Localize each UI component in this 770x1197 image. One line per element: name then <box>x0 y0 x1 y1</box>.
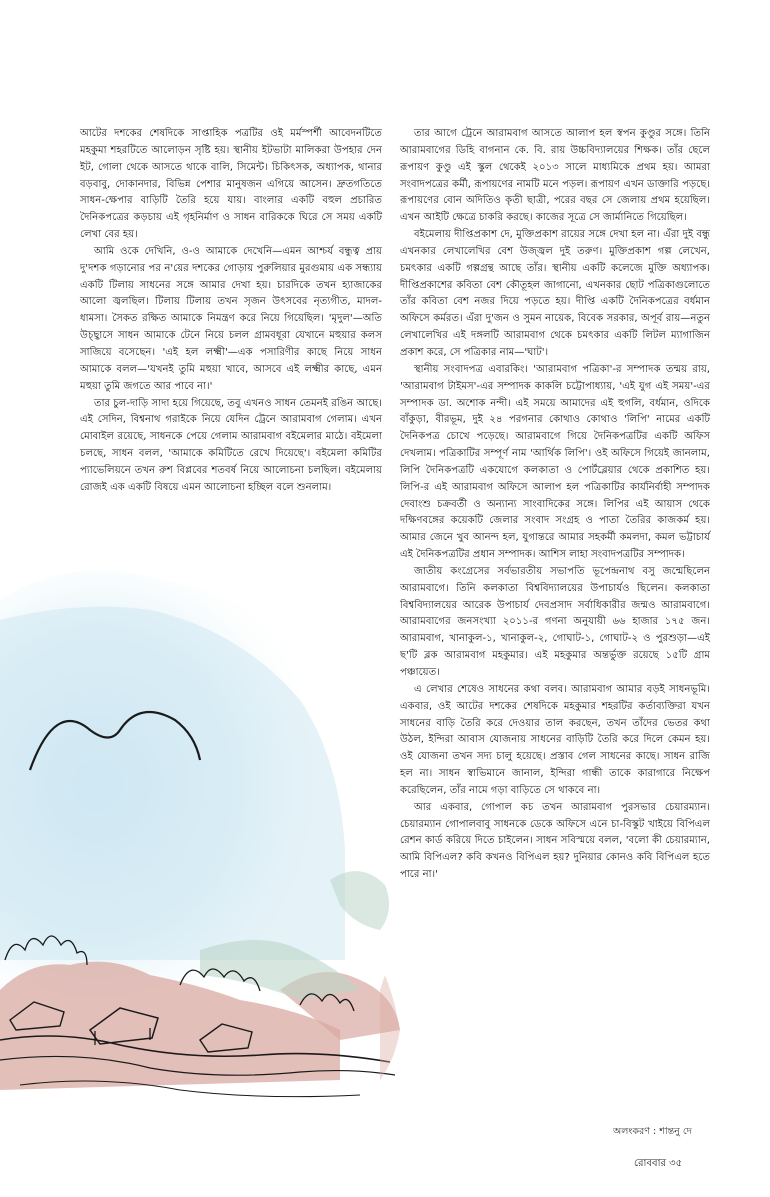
left-text-column <box>80 126 382 497</box>
left-paragraph-1: আটের দশকের শেষদিকে সাপ্তাহিক পত্রটির ওই মর্মস্পর্শী আবেদনটিতে মহকুমা শহরটিতে আলোড়ন সৃষ্টি হয়। স্থানীয় ইটভাটা মালিকরা উপহার দেন ইট, গোলা থেকে আসতে থাকে বালি, সিমেন্ট। চিকিৎসক, অধ্যাপক, থানার বড়বাবু, দোকানদার, বিভিন্ন পেশার মানুষজন এগিয়ে আসেন। দ্রুতগতিতে সাধন-ক্ষেপার বাড়িটি তৈরি হয়ে যায়। বাংলার একটি বহুল প্রচারিত দৈনিকপত্রের কড়চায় এই গৃহনির্মাণ ও সাধন বারিককে ঘিরে সে সময় একটি লেখা বের হয়। <box>80 128 382 241</box>
right-paragraph-2: বইমেলায় দীপ্তিপ্রকাশ দে, মুক্তিপ্রকাশ রায়ের সঙ্গে দেখা হল না। এঁরা দুই বন্ধু এখনকার লেখালেখির বেশ উজ্জ্বল দুই তরুণ। মুক্তিপ্রকাশ গল্প লেখেন, চমৎকার একটি গল্পগ্রন্থ আছে তাঁর। স্থানীয় একটি কলেজে মুক্তি অধ্যাপক। দীপ্তিপ্রকাশের কবিতা বেশ কৌতূহল জাগানো, এখনকার ছোট পত্রিকাগুলোতে তাঁর কবিতা বেশ নজর দিয়ে পড়তে হয়। দীপ্তি একটি দৈনিকপত্রের বর্ধমান অফিসে কর্মরত। এঁরা দু'জন ও সুমন নায়েক, বিবেক সরকার, অপূর্ব রায়—নতুন লেখালেখির এই দঙ্গলটি আরামবাগ থেকে চমৎকার একটি লিটল ম্যাগাজিন প্রকাশ করে, সে পত্রিকার নাম—'ঘাট'। <box>400 229 710 358</box>
right-text-column <box>400 126 710 884</box>
right-paragraph-4: জাতীয় কংগ্রেসের সর্বভারতীয় সভাপতি ভূপেন্দ্রনাথ বসু জন্মেছিলেন আরামবাগে। তিনি কলকাতা বিশ্ববিদ্যালয়ের উপাচার্যও ছিলেন। কলকাতা বিশ্ববিদ্যালয়ের আরেক উপাচার্য দেবপ্রসাদ সর্বাধিকারীর জন্মও আরামবাগে। আরামবাগের জনসংখ্যা ২০১১-র গণনা অনুযায়ী ৬৬ হাজার ১৭৫ জন। আরামবাগ, খানাকুল-১, খানাকুল-২, গোঘাট-১, গোঘাট-২ ও পুরশুড়া—এই ছ'টি ব্লক আরামবাগ মহকুমার। এই মহকুমার অন্তর্ভুক্ত রয়েছে ১৫টি গ্রাম পঞ্চায়েত। <box>400 565 710 678</box>
illustration-credit: অলংকরণ : শান্তনু দে <box>613 1126 692 1137</box>
right-paragraph-1: তার আগে ট্রেনে আরামবাগ আসতে আলাপ হল স্বপন কুণ্ডুর সঙ্গে। তিনি আরামবাগের ডিহি বাগনান কে. বি. রায় উচ্চবিদ্যালয়ের শিক্ষক। তাঁর ছেলে রূপায়ণ কুণ্ডু এই স্কুল থেকেই ২০১৩ সালে মাধ্যমিকে প্রথম হয়। আমরা সংবাদপত্রের কর্মী, রূপায়ণের নামটি মনে পড়ল। রূপায়ণ এখন ডাক্তারি পড়ছে। রূপায়ণের বোন অদিতিও কৃতী ছাত্রী, পরের বছর সে জেলায় প্রথম হয়েছিল। এখন আইটি ক্ষেত্রে চাকরি করছে। কাজের সূত্রে সে জার্মানিতে গিয়েছিল। <box>400 128 710 224</box>
left-paragraph-2: আমি ওকে দেখিনি, ও-ও আমাকে দেখেনি—এমন আশ্চর্য বন্ধুত্ব প্রায় দু'দশক গড়ানোর পর ন'য়ের দশকের গোড়ায় পুরুলিয়ার মুরগুমায় এক সন্ধ্যায় একটি টিলায় সাধনের সঙ্গে আমার দেখা হয়। চারদিকে তখন হ্যাজাকের আলো জ্বলছিল। টিলায় টিলায় তখন সৃজন উৎসবের নৃত্যগীত, মাদল-ধামসা। সৈকত রক্ষিত আমাকে নিমন্ত্রণ করে নিয়ে গিয়েছিল। 'মৃদুল'—অতি উচ্ছ্বাসে সাধন আমাকে টেনে নিয়ে চলল গ্রামবধূরা যেখানে মহুয়ার কলস সাজিয়ে বসেছেন। 'এই হল লক্ষ্মী'—এক পসারিণীর কাছে নিয়ে সাধন আমাকে বলল—'যখনই তুমি মহুয়া খাবে, আসবে এই লক্ষ্মীর কাছে, এমন মহুয়া তুমি জগতে আর পাবে না।' <box>80 245 382 392</box>
right-paragraph-5: এ লেখার শেষেও সাধনের কথা বলব। আরামবাগ আমার বড়ই সাধনভূমি। একবার, ওই আটের দশকের শেষদিকে মহকুমার শহরটির কর্তাব্যক্তিরা যখন সাধনের বাড়ি তৈরি করে দেওয়ার তাল করছেন, তখন তাঁদের ভেতর কথা উঠল, ইন্দিরা আবাস যোজনায় সাধনের বাড়িটি তৈরি করে দিলে কেমন হয়। ওই যোজনা তখন সদ্য চালু হয়েছে। প্রস্তাব গেল সাধনের কাছে। সাধন রাজি হল না। সাধন স্বাভিমানে জানাল, ইন্দিরা গান্ধী তাকে কারাগারে নিক্ষেপ করেছিলেন, তাঁর নামে গড়া বাড়িতে সে থাকবে না। <box>400 683 710 796</box>
right-paragraph-3: স্থানীয় সংবাদপত্র এবারকিং। 'আরামবাগ পত্রিকা'-র সম্পাদক তন্ময় রায়, 'আরামবাগ টাইমস'-এর সম্পাদক কাকলি চট্টোপাধ্যায়, 'এই যুগ এই সময়'-এর সম্পাদক ডা. অশোক নন্দী। এই সময়ে আমাদের এই হুগলি, বর্ধমান, ওদিকে বাঁকুড়া, বীরভূম, দুই ২৪ পরগনার কোথাও কোথাও 'লিপি' নামের একটি দৈনিকপত্র চোখে পড়েছে। আরামবাগে গিয়ে দৈনিকপত্রটির একটি অফিস দেখলাম। পত্রিকাটির সম্পূর্ণ নাম 'আর্থিক লিপি'। ওই অফিসে গিয়েই জানলাম, লিপি দৈনিকপত্রটি একযোগে কলকাতা ও পোর্টব্লেয়ার থেকে প্রকাশিত হয়। লিপি-র এই আরামবাগ অফিসে আলাপ হল পত্রিকাটির কার্যনির্বাহী সম্পাদক দেবাংশু চক্রবর্তী ও অন্যান্য সাংবাদিকের সঙ্গে। লিপির এই আয়াস থেকে দক্ষিণবঙ্গের কয়েকটি জেলার সংবাদ সংগ্রহ ও পাতা তৈরির কাজকর্ম হয়। আমার জেনে খুব আনন্দ হল, যুগান্তরে আমার সহকর্মী কমলদা, কমল ভট্টাচার্য এই দৈনিকপত্রটির প্রধান সম্পাদক। আশিস লাহা সংবাদপত্রটির সম্পাদক। <box>400 363 710 561</box>
right-paragraph-6: আর একবার, গোপাল কচ তখন আরামবাগ পুরসভার চেয়ারম্যান। চেয়ারম্যান গোপালবাবু সাধনকে ডেকে অফিসে এনে চা-বিস্কুট খাইয়ে বিপিএল রেশন কার্ড করিয়ে দিতে চাইলেন। সাধন সবিস্ময়ে বলল, 'বলো কী চেয়ারম্যান, আমি বিপিএল? কবি কখনও বিপিএল হয়? দুনিয়ার কোনও কবি বিপিএল হতে পারে না।' <box>400 801 710 881</box>
page-folio: রোববার ৩৫ <box>634 1158 683 1169</box>
left-paragraph-3: তার চুল-দাড়ি সাদা হয়ে গিয়েছে, তবু এখনও সাধন তেমনই রঙিন আছে। এই সেদিন, বিশ্বনাথ গরাইকে নিয়ে যেদিন ট্রেনে আরামবাগ গেলাম। এখন মোবাইল রয়েছে, সাধনকে পেয়ে গেলাম আরামবাগ বইমেলার মাঠে। বইমেলা চলছে, সাধন বলল, 'আমাকে কমিটিতে রেখে দিয়েছে'। বইমেলা কমিটির প্যাভেলিয়নে তখন রুশ বিপ্লবের শতবর্ষ নিয়ে আলোচনা চলছিল। বইমেলায় রোজই এক একটি বিষয়ে এমন আলোচনা হচ্ছিল বলে শুনলাম। <box>80 397 382 493</box>
